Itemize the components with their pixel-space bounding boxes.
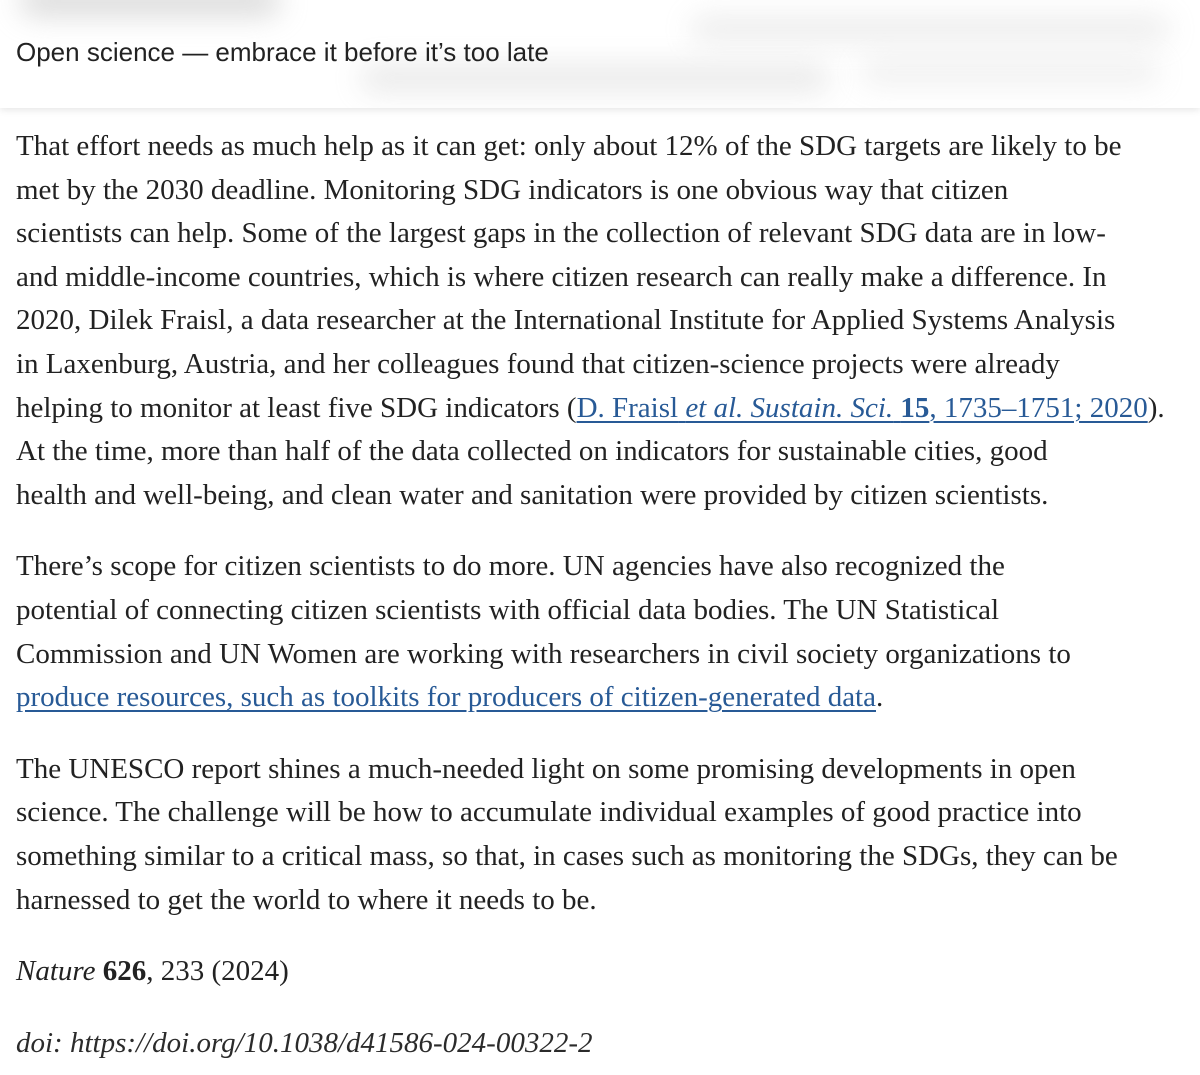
paragraph-text-line: The UNESCO report shines a much-needed light on some promising developments in open — [16, 752, 1076, 785]
header-backdrop-blur — [360, 64, 830, 92]
paragraph-text-line: in Laxenburg, Austria, and her colleagues found that citizen-science projects were already — [16, 347, 1060, 380]
reference-line-trailing-text: ). — [1147, 391, 1165, 424]
citation-volume: 626 — [102, 955, 147, 988]
paragraph-text-line: something similar to a critical mass, so that, in cases such as monitoring the SDGs, they can be — [16, 839, 1118, 872]
article-paragraph-2 — [16, 545, 1192, 719]
paragraph-text-line: scientists can help. Some of the largest gaps in the collection of relevant SDG data are in low- — [16, 217, 1106, 250]
reference-pages-year[interactable]: , 1735–1751; 2020 — [929, 391, 1148, 424]
paragraph-text-line: and middle-income countries, which is where citizen research can really make a difference. In — [16, 260, 1107, 293]
paragraph-text-line: There’s scope for citizen scientists to do more. UN agencies have also recognized the — [16, 550, 1005, 583]
header-backdrop-blur — [690, 16, 1170, 42]
reference-line-lead-text: helping to monitor at least five SDG indicators ( — [16, 391, 577, 424]
paragraph-text-line: 2020, Dilek Fraisl, a data researcher at the International Institute for Applied Systems Analysis — [16, 304, 1116, 337]
paragraph-text-line: At the time, more than half of the data collected on indicators for sustainable cities, good — [16, 435, 1048, 468]
reference-authors[interactable]: D. Fraisl — [576, 391, 679, 424]
header-backdrop-blur — [20, 0, 280, 16]
reference-volume[interactable]: 15 — [900, 391, 930, 424]
sticky-article-header — [0, 0, 1200, 108]
reference-journal[interactable]: et al. Sustain. Sci. — [685, 391, 894, 424]
article-doi: doi: https://doi.org/10.1038/d41586-024-00322-2 — [16, 1026, 593, 1059]
citation-journal: Nature — [16, 955, 96, 988]
reference-link[interactable] — [577, 392, 1148, 424]
article-paragraph-1 — [16, 125, 1192, 517]
paragraph-text-line: health and well-being, and clean water and sanitation were provided by citizen scientists. — [16, 478, 1049, 511]
header-article-title: Open science — embrace it before it’s too late — [16, 37, 549, 67]
paragraph-reference-line — [16, 387, 1192, 431]
toolkits-resources-link[interactable]: produce resources, such as toolkits for producers of citizen-generated data — [16, 681, 876, 714]
paragraph-text-line: Commission and UN Women are working with researchers in civil society organizations to — [16, 637, 1071, 670]
article-paragraph-3 — [16, 748, 1192, 922]
link-line-trailing-text: . — [876, 681, 884, 714]
header-backdrop-blur — [860, 60, 1160, 84]
article-citation — [16, 950, 1192, 994]
paragraph-text-line: harnessed to get the world to where it needs to be. — [16, 883, 597, 916]
paragraph-link-line — [16, 676, 1192, 720]
paragraph-text-line: science. The challenge will be how to accumulate individual examples of good practice into — [16, 796, 1082, 829]
paragraph-text-line: That effort needs as much help as it can get: only about 12% of the SDG targets are likely to be — [16, 130, 1122, 162]
paragraph-text-line: met by the 2030 deadline. Monitoring SDG indicators is one obvious way that citizen — [16, 173, 1009, 206]
paragraph-text-line: potential of connecting citizen scientists with official data bodies. The UN Statistical — [16, 593, 1000, 626]
article-body — [16, 125, 1192, 1075]
citation-pages-year: , 233 (2024) — [146, 955, 289, 988]
